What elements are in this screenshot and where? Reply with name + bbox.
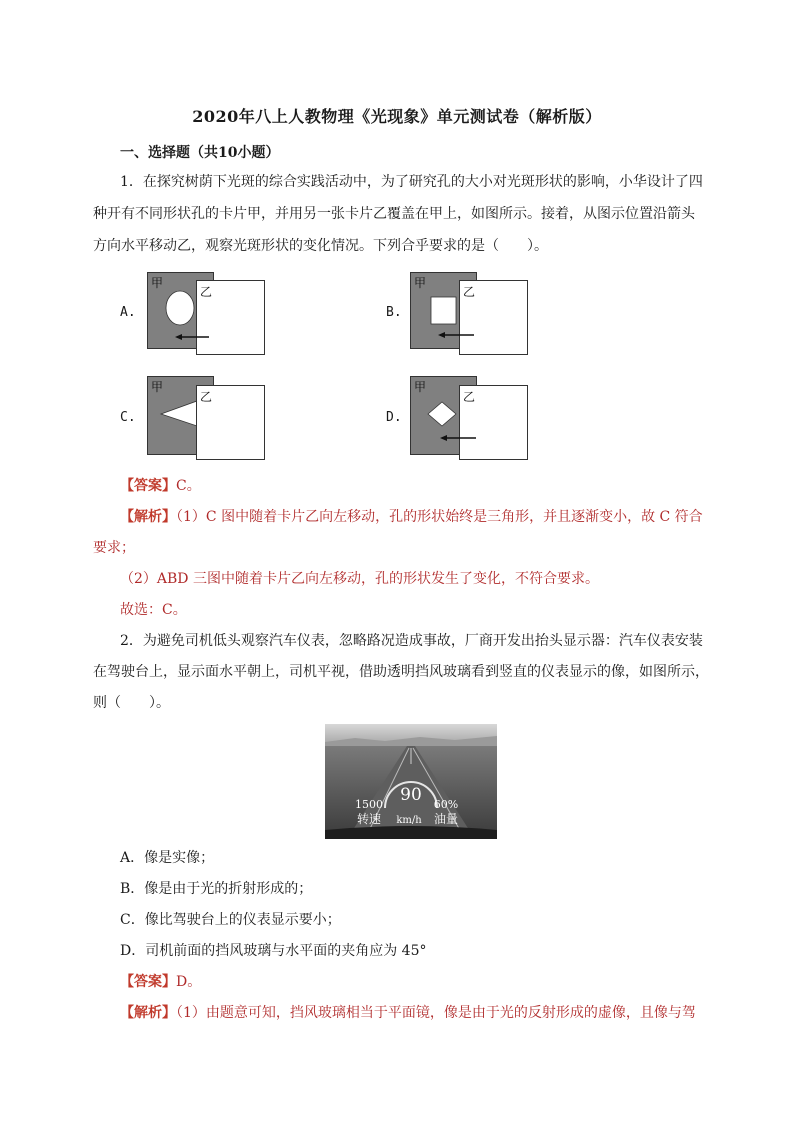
svg-text:甲: 甲 [151, 380, 164, 394]
q1-option-a-figure [147, 272, 267, 360]
svg-text:甲: 甲 [414, 380, 427, 394]
q2-answer: 【答案】D。 [120, 974, 202, 990]
q1-option-d-figure [410, 376, 530, 466]
q1-answer [120, 476, 201, 496]
hud-fuel: 60% [433, 798, 459, 811]
section-heading: 一、选择题（共10小题） [120, 145, 280, 161]
q1-analysis-line1: 【解析】（1）C 图中随着卡片乙向左移动，孔的形状始终是三角形，并且逐渐变小，故 C 符合 [120, 509, 703, 525]
hud-photo [325, 724, 497, 839]
q1-option-c-label: C. [120, 410, 136, 425]
svg-text:乙: 乙 [200, 390, 213, 404]
q1-text-line3: 方向水平移动乙，观察光斑形状的变化情况。下列合乎要求的是（ ）。 [93, 238, 548, 254]
analysis-tag: 【解析】 [120, 509, 176, 525]
card-yi-label: 乙 [200, 285, 213, 299]
q2-text-line1: 2．为避免司机低头观察汽车仪表，忽略路况造成事故，厂商开发出抬头显示器：汽车仪表安装 [120, 633, 703, 649]
hud-unit: km/h [396, 815, 422, 826]
svg-text:乙: 乙 [463, 285, 476, 299]
q2-option-d: D．司机前面的挡风玻璃与水平面的夹角应为 45° [120, 943, 427, 959]
card-jia-label: 甲 [151, 276, 164, 290]
hud-fuel-label: 油量 [433, 812, 459, 826]
answer-tag: 【答案】 [120, 478, 176, 494]
q1-option-d-label: D. [386, 410, 402, 425]
q2-text-line3: 则（ ）。 [93, 695, 170, 711]
q1-text-line2: 种开有不同形状孔的卡片甲，并用另一张卡片乙覆盖在甲上，如图所示。接着，从图示位置沿箭头 [93, 206, 695, 222]
q1-analysis-line2: （2）ABD 三图中随着卡片乙向左移动，孔的形状发生了变化，不符合要求。 [120, 571, 599, 587]
hud-speed: 90 [400, 785, 422, 805]
hud-rpm: 1500 [355, 798, 383, 811]
q2-option-b: B．像是由于光的折射形成的； [120, 881, 313, 897]
q2-option-a: A．像是实像； [120, 850, 215, 866]
q1-analysis-line1b: 要求； [93, 540, 135, 556]
q1-choice: 故选：C。 [120, 602, 187, 618]
answer-value: C。 [176, 478, 201, 494]
q1-option-b-figure [410, 272, 530, 360]
q1-option-b-label: B. [386, 305, 402, 320]
q1-option-c-figure [147, 376, 267, 466]
hud-rpm-label: 转速 [356, 812, 382, 826]
q2-option-c: C．像比驾驶台上的仪表显示要小； [120, 912, 341, 928]
page-title: 2020年八上人教物理《光现象》单元测试卷（解析版） [192, 107, 602, 126]
q2-text-line2: 在驾驶台上，显示面水平朝上，司机平视，借助透明挡风玻璃看到竖直的仪表显示的像，如图所示， [93, 664, 709, 680]
q1-text-line1: 1．在探究树荫下光斑的综合实践活动中，为了研究孔的大小对光斑形状的影响，小华设计了四 [120, 174, 703, 190]
q1-option-a-label: A. [120, 305, 136, 320]
svg-text:乙: 乙 [463, 390, 476, 404]
q2-analysis-line1: 【解析】（1）由题意可知，挡风玻璃相当于平面镜，像是由于光的反射形成的虚像，且像与驾 [120, 1005, 696, 1021]
svg-text:甲: 甲 [414, 276, 427, 290]
